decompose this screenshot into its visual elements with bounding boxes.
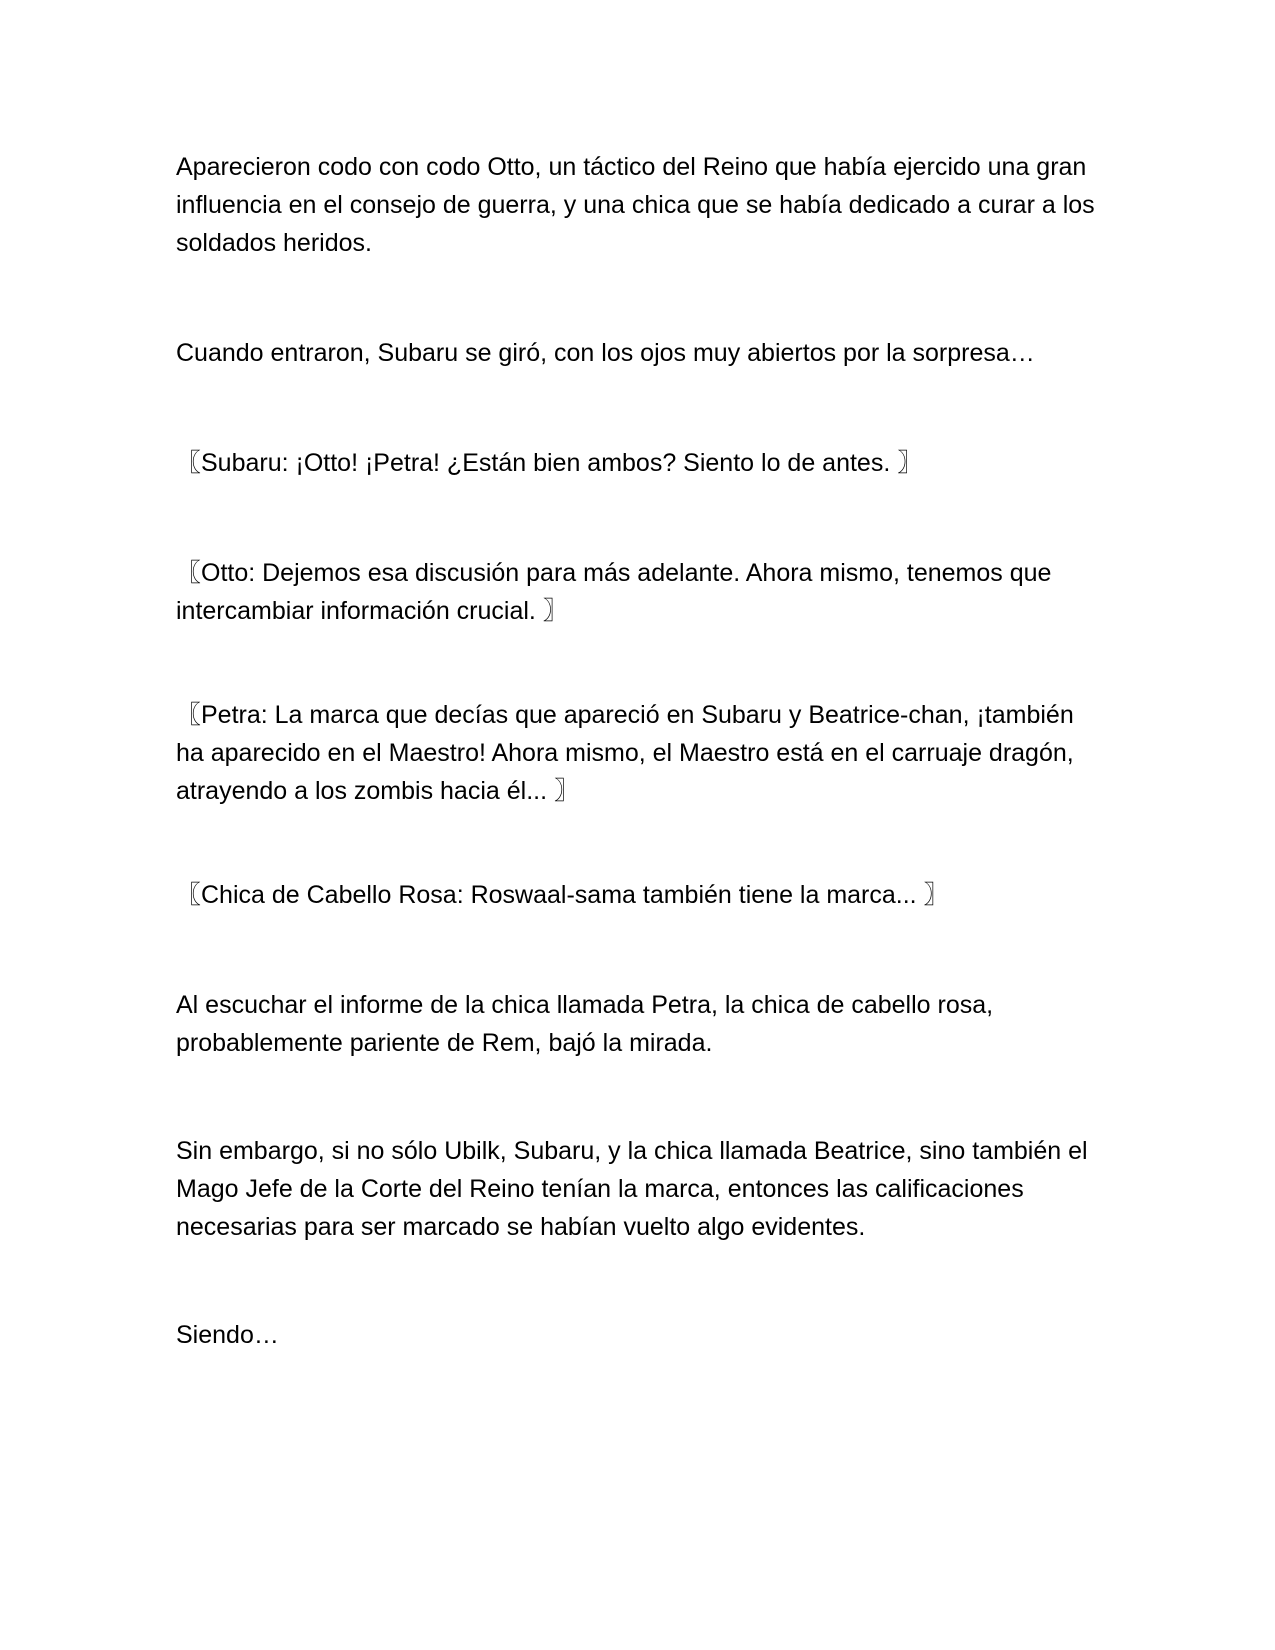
paragraph-spacer [176, 262, 1096, 334]
paragraph-spacer [176, 372, 1096, 444]
dialogue-subaru: 〖Subaru: ¡Otto! ¡Petra! ¿Están bien ambos? Siento lo de antes. 〗 [176, 449, 923, 477]
paragraph-spacer [176, 914, 1096, 986]
paragraph-narration-5: Siendo… [176, 1321, 279, 1349]
paragraph-narration-2: Cuando entraron, Subaru se giró, con los ojos muy abiertos por la sorpresa… [176, 339, 1035, 367]
paragraph-narration-4: Sin embargo, si no sólo Ubilk, Subaru, y la chica llamada Beatrice, sino también el Mago Jefe de la Corte del Reino tenían la marca, entonces las calificaciones necesarias para ser marcado se habían vuelto algo evidentes. [176, 1137, 1088, 1241]
paragraph-narration-1: Aparecieron codo con codo Otto, un táctico del Reino que había ejercido una gran influencia en el consejo de guerra, y una chica que se había dedicado a curar a los soldados heridos. [176, 153, 1095, 257]
paragraph-narration-3: Al escuchar el informe de la chica llamada Petra, la chica de cabello rosa, probablemente pariente de Rem, bajó la mirada. [176, 991, 994, 1057]
document-body [176, 148, 1096, 1354]
paragraph-spacer [176, 810, 1096, 876]
dialogue-pink-haired-girl: 〖Chica de Cabello Rosa: Roswaal-sama también tiene la marca... 〗 [176, 881, 949, 909]
paragraph-spacer [176, 630, 1096, 696]
dialogue-otto: 〖Otto: Dejemos esa discusión para más adelante. Ahora mismo, tenemos que intercambiar información crucial. 〗 [176, 559, 1052, 625]
paragraph-spacer [176, 1246, 1096, 1316]
paragraph-spacer [176, 1062, 1096, 1132]
paragraph-spacer [176, 482, 1096, 554]
dialogue-petra: 〖Petra: La marca que decías que apareció en Subaru y Beatrice-chan, ¡también ha aparecido en el Maestro! Ahora mismo, el Maestro está en el carruaje dragón, atrayendo a los zombis hacia él... 〗 [176, 701, 1074, 805]
